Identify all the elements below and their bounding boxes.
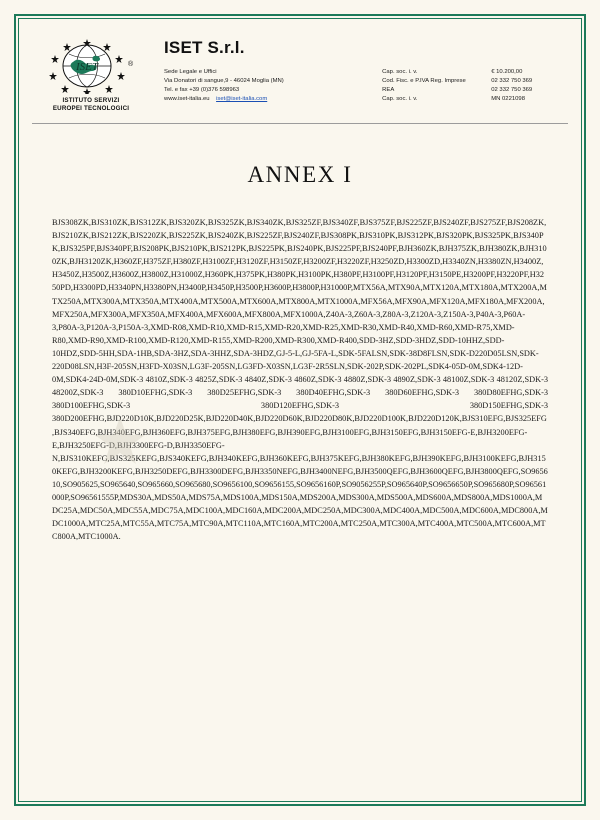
info-right: MN 0221098 <box>491 96 525 103</box>
info-left: Via Donatori di sangue,9 - 46024 Moglia (MN) <box>164 77 284 84</box>
svg-text:ISET: ISET <box>76 61 98 73</box>
info-middle: REA <box>382 86 395 93</box>
page-content <box>28 28 572 792</box>
info-right: 02 332 750 369 <box>491 86 533 93</box>
product-codes-list: BJS308ZK,BJS310ZK,BJS312ZK,BJS320ZK,BJS325ZK,BJS340ZK,BJS325ZF,BJS340ZF,BJS375ZF,BJS225ZF,BJS240ZF,BJS275ZF,BJS208ZK,BJS210ZK,BJS212ZK,BJS220ZK,BJS225ZK,BJS240ZK,BJS225ZF,BJS240ZF,BJS308PK,BJS310PK,BJS312PK,BJS320PK,BJS325PK,BJS340PK,BJS325PF,BJS340PF,BJS208PK,BJS210PK,BJS212PK,BJS225PK,BJS240PK,BJS225PF,BJS240PF,BJH360ZK,BJH375ZK,BJH380ZK,BJH3100ZK,BJH3120ZK,H360ZF,H375ZF,H380ZF,H3100ZF,H3120ZF,H3150ZF,H3200ZF,H3220ZF,H3250ZD,H3300ZD,H3340ZN,H3380ZN,H3400Z,H3450Z,H3500Z,H3600Z,H3800Z,H31000Z,H360PK,H375PK,H380PK,H3100PK,H380PF,H3100PF,H3120PF,H3150PE,H3200PF,H3220PF,H3250PD,H3300PD,H3340PN,H3380PN,H3400P,H3450P,H3500P,H3600P,H3800P,H31000P,MTX56A,MTX90A,MTX120A,MTX180A,MTX200A,MTX250A,MTX300A,MTX350A,MTX400A,MTX500A,MTX600A,MTX800A,MTX1000A,MFX56A,MFX90A,MFX120A,MFX180A,MFX200A,MFX250A,MFX300A,MFX350A,MFX400A,MFX600A,MFX800A,MFX1000A,Z40A-3,Z60A-3,Z80A-3,Z120A-3,Z150A-3,P40A-3,P60A-3,P80A-3,P120A-3,P150A-3,XMD-R08,XMD-R10,XMD-R15,XMD-R20,XMD-R25,XMD-R30,XMD-R40,XMD-R60,XMD-R75,XMD-R80,XMD-R90,XMD-R100,XMD-R120,XMD-R155,XMD-R200,XMD-R300,XMD-R400,SDD-3HZ,SDD-3HDZ,SDD-10HHZ,SDD-10HDZ,SDD-5HH,SDA-1HB,SDA-3HZ,SDA-3HHZ,SDA-3HDZ,GJ-5-L,GJ-5FA-L,SDK-5FALSN,SDK-38D8FLSN,SDK-D220D05LSN,SDK-220D08LSN,H3F-205SN,H3FD-X03SN,LG3F-205SN,LG3FD-X03SN,LG3F-2R5SLN,SDK-202P,SDK-202PL,SDK4-05D-0M,SDK4-12D-0M,SDK4-24D-0M,SDK-3 4810Z,SDK-3 4825Z,SDK-3 4840Z,SDK-3 4860Z,SDK-3 4880Z,SDK-3 4890Z,SDK-3 48100Z,SDK-3 48120Z,SDK-3 48200Z,SDK-3 380D10EFHG,SDK-3 380D25EFHG,SDK-3 380D40EFHG,SDK-3 380D60EFHG,SDK-3 380D80EFHG,SDK-3 380D100EFHG,SDK-3 380D120EFHG,SDK-3 380D150EFHG,SDK-3 380D200EFHG,BJD220D10K,BJD220D25K,BJD220D40K,BJD220D60K,BJD220D80K,BJD220D100K,BJD220D120K,BJS310EFG,BJS325EFG,BJS340EFG,BJH340EFG,BJH360EFG,BJH375EFG,BJH380EFG,BJH390EFG,BJH3100EFG,BJH3150EFG,BJH3150EFG-E,BJH3200EFG-E,BJH3250EFG-D,BJH3300EFG-D,BJH3350EFG-N,BJS310KEFG,BJS325KEFG,BJS340KEFG,BJH340KEFG,BJH360KEFG,BJH375KEFG,BJH380KEFG,BJH390KEFG,BJH3100KEFG,BJH3150KEFG,BJH3200KEFG,BJH3250DEFG,BJH3300DEFG,BJH3350NEFG,BJH3400NEFG,BJH3500QEFG,BJH3600QEFG,BJH3800QEFG,SO965610,SO905625,SO965640,SO965660,SO965680,SO9656100,SO9656155,SO9656160P,SO9056255P,SO965640P,SO9656650P,SO965680P,SO96561000P,SO96561555P,MDS30A,MDS50A,MDS75A,MDS100A,MDS150A,MDS200A,MDS300A,MDS500A,MDS600A,MDS800A,MDS1000A,MDC25A,MDC50A,MDC55A,MDC75A,MDC100A,MDC160A,MDC200A,MDC250A,MDC300A,MDC400A,MDC500A,MDC600A,MDC800A,MDC1000A,MTC25A,MTC55A,MTC75A,MTC90A,MTC110A,MTC160A,MTC200A,MTC250A,MTC300A,MTC400A,MTC500A,MTC600A,MTC800A,MTC1000A. <box>52 218 548 542</box>
info-middle: Cap. soc. i. v. <box>382 96 418 103</box>
table-row <box>164 85 568 94</box>
info-left: Tel. e fax +39 (0)376 598963 <box>164 86 240 93</box>
email-link[interactable]: iset@iset-italia.com <box>216 96 268 103</box>
table-row <box>164 95 568 104</box>
company-logo <box>32 36 150 113</box>
company-name: ISET S.r.l. <box>164 38 245 57</box>
info-middle: Cap. soc. i. v. <box>382 68 418 75</box>
company-info-table <box>164 67 568 104</box>
website-text: www.iset-italia.eu <box>164 96 210 103</box>
info-middle: Cod. Fisc. e P.IVA Reg. Imprese <box>382 77 466 84</box>
table-row <box>164 76 568 85</box>
company-details <box>150 36 568 104</box>
info-right: € 10.200,00 <box>491 68 523 75</box>
globe-stars-icon <box>47 38 135 94</box>
table-row <box>164 67 568 76</box>
letterhead <box>28 28 572 113</box>
body-section <box>28 216 572 543</box>
logo-caption-line2: EUROPEI TECNOLOGICI <box>52 105 130 112</box>
registered-mark: ® <box>128 61 134 68</box>
info-right: 02 332 750 369 <box>491 77 533 84</box>
logo-caption-line1: ISTITUTO SERVIZI <box>62 97 120 104</box>
header-divider <box>32 123 568 124</box>
page-title: ANNEX I <box>247 162 353 187</box>
info-left: Sede Legale e Uffici <box>164 68 217 75</box>
